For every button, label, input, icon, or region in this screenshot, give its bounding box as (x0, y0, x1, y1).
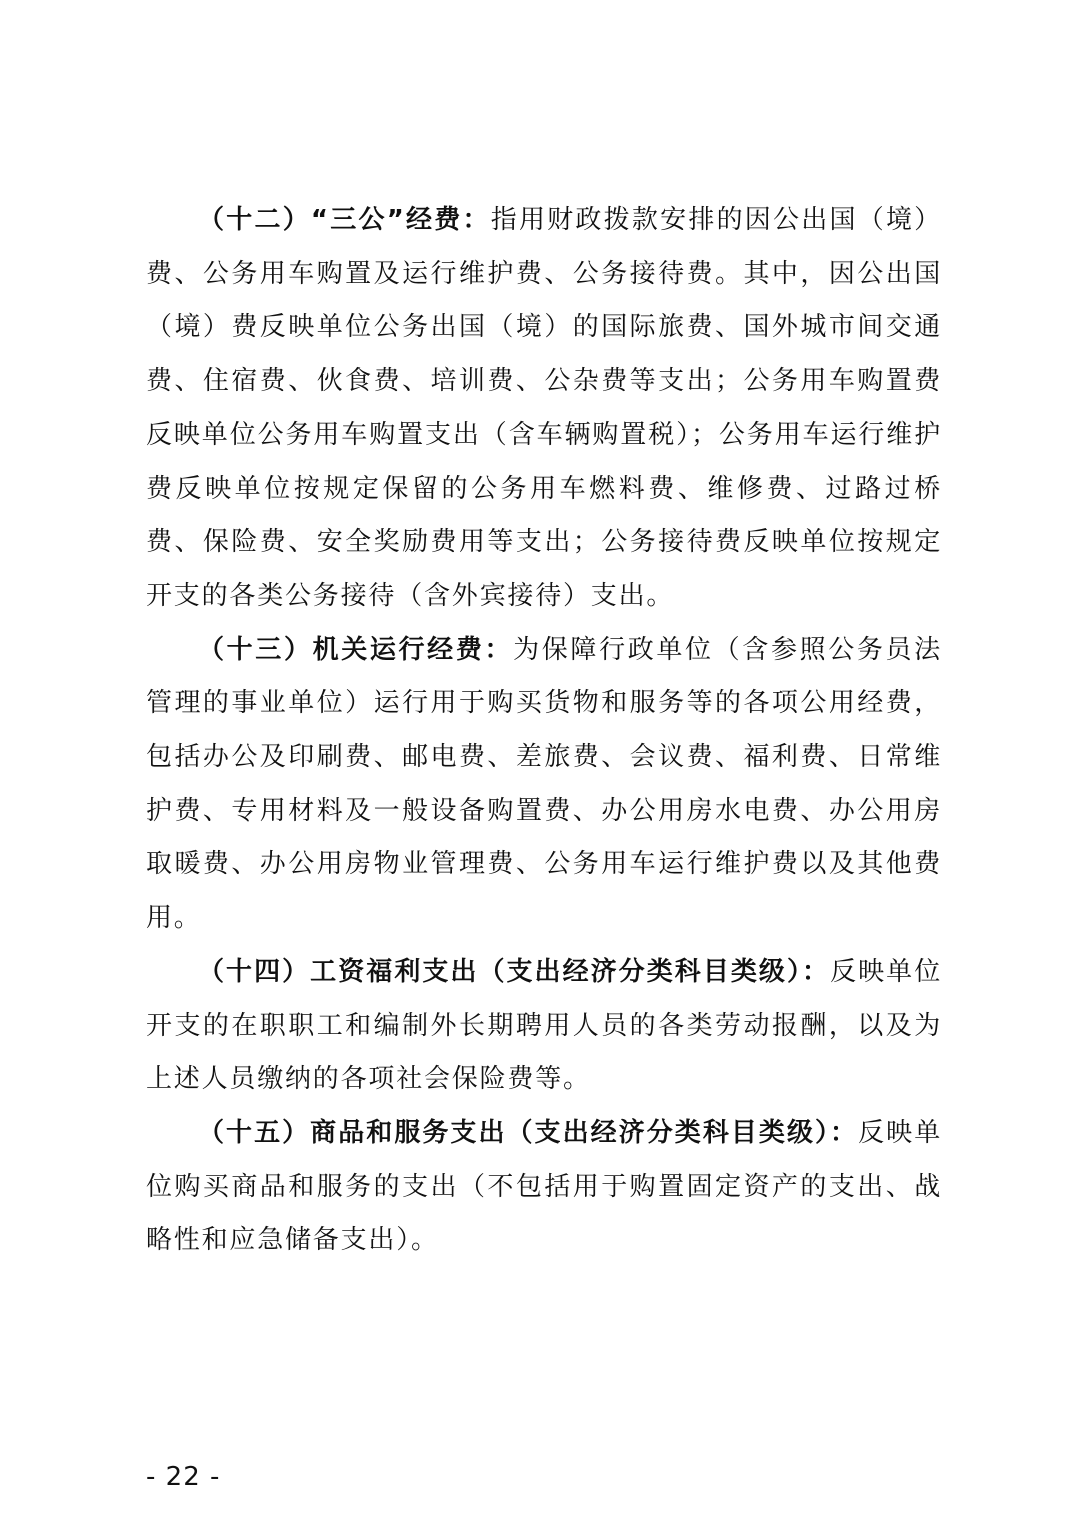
term-definition: 为保障行政单位（含参照公务员法管理的事业单位）运行用于购买货物和服务等的各项公用经费，包括办公及印刷费、邮电费、差旅费、会议费、福利费、日常维护费、专用材料及一般设备购置费、办公用房水电费、办公用房取暖费、办公用房物业管理费、公务用车运行维护费以及其他费用。 (146, 634, 942, 934)
term-definition: 反映单位开支的在职职工和编制外长期聘用人员的各类劳动报酬，以及为上述人员缴纳的各项社会保险费等。 (146, 956, 943, 1095)
term-heading: （十四）工资福利支出（支出经济分类科目类级）： (198, 956, 831, 987)
term-heading: （十五）商品和服务支出（支出经济分类科目类级）： (198, 1117, 859, 1148)
paragraph-fourteen (146, 946, 942, 1107)
term-definition: 指用财政拨款安排的因公出国（境）费、公务用车购置及运行维护费、公务接待费。其中，因公出国（境）费反映单位公务出国（境）的国际旅费、国外城市间交通费、住宿费、伙食费、培训费、公杂费等支出；公务用车购置费反映单位公务用车购置支出（含车辆购置税）；公务用车运行维护费反映单位按规定保留的公务用车燃料费、维修费、过路过桥费、保险费、安全奖励费用等支出；公务接待费反映单位按规定开支的各类公务接待（含外宾接待）支出。 (146, 205, 942, 611)
paragraph-fifteen (146, 1107, 942, 1268)
document-body (146, 194, 942, 1268)
paragraph-twelve (146, 194, 942, 624)
term-heading: （十三）机关运行经费： (198, 634, 514, 665)
paragraph-thirteen (146, 624, 942, 946)
term-heading: （十二）“三公”经费： (198, 205, 491, 235)
term-definition: 反映单位购买商品和服务的支出（不包括用于购置固定资产的支出、战略性和应急储备支出）。 (146, 1117, 943, 1256)
page-number: - 22 - (146, 1462, 221, 1492)
